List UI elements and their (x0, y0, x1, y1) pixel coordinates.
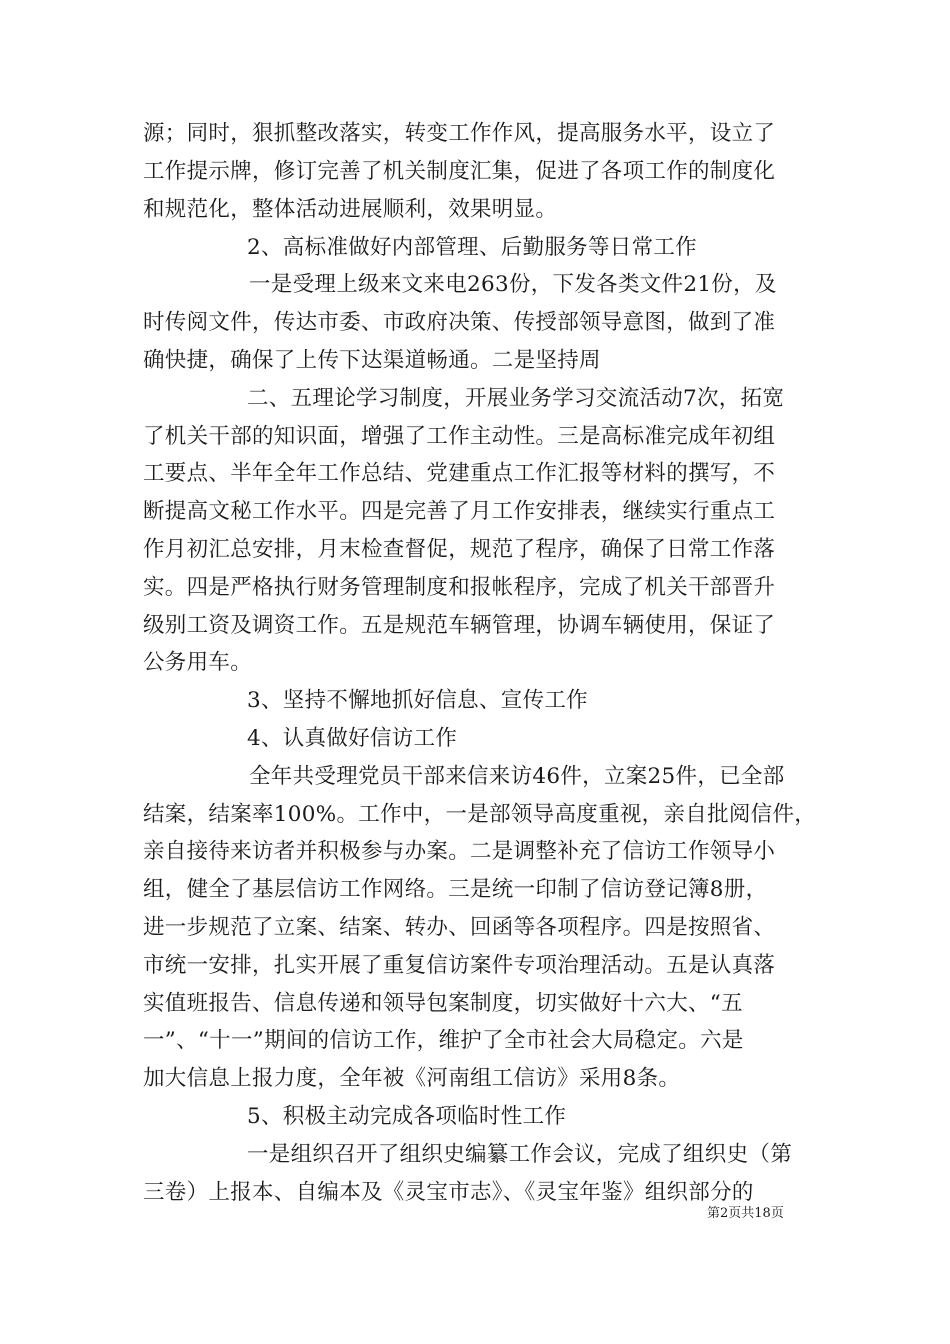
text-line: 断提高文秘工作水平。四是完善了月工作安排表，继续实行重点工 (143, 499, 776, 524)
text-line: 工要点、半年全年工作总结、党建重点工作汇报等材料的撰写，不 (143, 461, 776, 486)
text-line: 工作提示牌，修订完善了机关制度汇集，促进了各项工作的制度化 (143, 159, 776, 184)
text-line: 加大信息上报力度，全年被《河南组工信访》采用8条。 (143, 1066, 681, 1091)
paragraph-start: 一是组织召开了组织史编纂工作会议，完成了组织史（第 (247, 1142, 793, 1167)
section-heading: 2、高标准做好内部管理、后勤服务等日常工作 (247, 235, 697, 260)
paragraph-start: 一是受理上级来文来电263份，下发各类文件21份，及 (249, 272, 777, 297)
text-line: 源；同时，狠抓整改落实，转变工作作风，提高服务水平，设立了 (143, 121, 776, 146)
text-line: 组，健全了基层信访工作网络。三是统一印制了信访登记簿8册， (143, 877, 768, 902)
text-line: 结案，结案率100%。工作中，一是部领导高度重视，亲自批阅信件， (143, 802, 817, 827)
page-number: 第2页共18页 (707, 1206, 784, 1221)
text-line: 实。四是严格执行财务管理制度和报帐程序，完成了机关干部晋升 (143, 575, 776, 600)
text-line: 公务用车。 (143, 650, 253, 675)
text-line: 和规范化，整体活动进展顺利，效果明显。 (143, 197, 558, 222)
text-line: 作月初汇总安排，月末检查督促，规范了程序，确保了日常工作落 (143, 537, 776, 562)
section-heading: 3、坚持不懈地抓好信息、宣传工作 (247, 688, 588, 713)
paragraph-start: 二、五理论学习制度，开展业务学习交流活动7次，拓宽 (247, 386, 785, 411)
text-line: 市统一安排，扎实开展了重复信访案件专项治理活动。五是认真落 (143, 953, 776, 978)
paragraph-start: 全年共受理党员干部来信来访46件，立案25件，已全部 (249, 764, 785, 789)
text-line: 了机关干部的知识面，增强了工作主动性。三是高标准完成年初组 (143, 424, 776, 449)
text-line: 级别工资及调资工作。五是规范车辆管理，协调车辆使用，保证了 (143, 613, 776, 638)
text-line: 时传阅文件，传达市委、市政府决策、传授部领导意图，做到了准 (143, 310, 776, 335)
text-line: 亲自接待来访者并积极参与办案。二是调整补充了信访工作领导小 (143, 839, 776, 864)
section-heading: 5、积极主动完成各项临时性工作 (247, 1104, 567, 1129)
text-line: 实值班报告、信息传递和领导包案制度，切实做好十六大、“五 (143, 991, 743, 1016)
text-line: 三卷）上报本、自编本及《灵宝市志》、《灵宝年鉴》组织部分的 (143, 1180, 754, 1205)
text-line: 一”、“十一”期间的信访工作，维护了全市社会大局稳定。六是 (143, 1028, 744, 1053)
text-line: 确快捷，确保了上传下达渠道畅通。二是坚持周 (143, 348, 601, 373)
section-heading: 4、认真做好信访工作 (247, 726, 458, 751)
text-line: 进一步规范了立案、结案、转办、回函等各项程序。四是按照省、 (143, 915, 776, 940)
